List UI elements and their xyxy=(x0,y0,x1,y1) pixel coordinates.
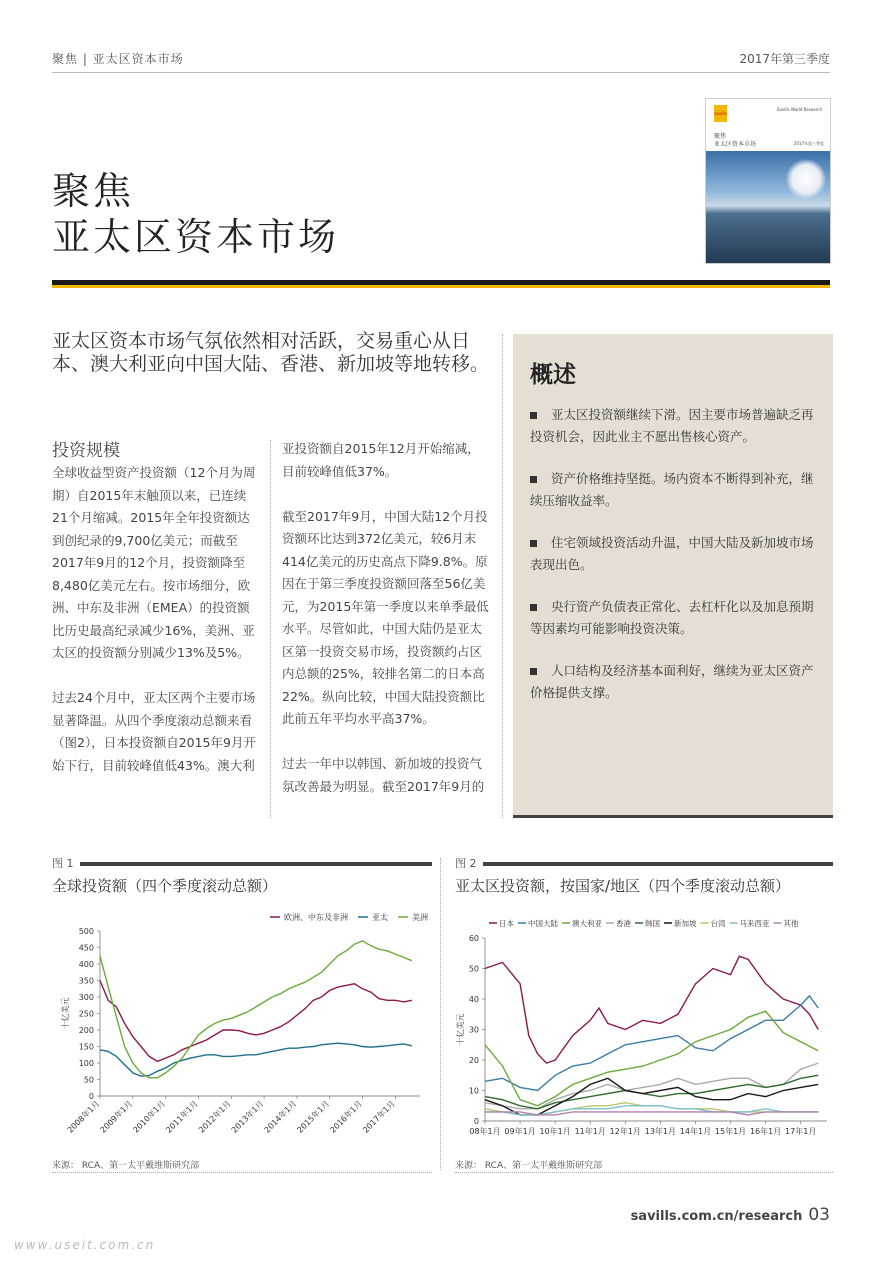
cover-series: Savills World Research xyxy=(776,107,822,112)
header-date: 2017年第三季度 xyxy=(739,52,830,66)
y-tick-label: 500 xyxy=(78,927,94,936)
cover-brand: savills xyxy=(714,111,727,116)
figure-2-chart xyxy=(455,855,833,1145)
legend-label: 马来西亚 xyxy=(739,919,770,928)
figure-2 xyxy=(455,855,833,1145)
overview-item xyxy=(530,532,820,576)
y-tick-label: 10 xyxy=(468,1086,479,1096)
series-line-其他 xyxy=(485,1112,818,1115)
y-tick-label: 200 xyxy=(78,1026,94,1035)
x-tick-label: 10年1月 xyxy=(539,1127,571,1136)
series-line-亚太 xyxy=(100,1043,412,1076)
y-tick-label: 100 xyxy=(78,1059,94,1068)
y-axis-label: 十亿美元 xyxy=(61,997,70,1030)
y-tick-label: 30 xyxy=(468,1025,479,1035)
figure-divider xyxy=(440,858,441,1170)
x-tick-label: 2013年1月 xyxy=(229,1099,266,1135)
figure-1-bottom-rule xyxy=(52,1172,432,1173)
figure-1-source: 来源： RCA、第一太平戴维斯研究部 xyxy=(52,1161,200,1171)
x-tick-label: 09年1月 xyxy=(504,1127,536,1136)
body-column-2 xyxy=(282,438,492,821)
figure-1-chart xyxy=(52,855,432,1145)
y-tick-label: 150 xyxy=(78,1042,94,1052)
y-tick-label: 50 xyxy=(83,1075,94,1085)
cover-title xyxy=(714,133,756,149)
legend-label: 新加坡 xyxy=(674,919,697,928)
page-title-line1: 聚焦 xyxy=(52,169,135,213)
x-tick-label: 17年1月 xyxy=(785,1127,817,1136)
overview-item xyxy=(530,660,820,704)
section-heading: 投资规模 xyxy=(52,441,120,461)
col1-para: 全球收益型资产投资额（12个月为周期）自2015年末触顶以来，已连续21个月缩减。2015年全年投资额达到创纪录的9,700亿美元；而截至2017年9月的12个月，投资额降至8,480亿美元左右。按市场细分，欧洲、中东及非洲（EMEA）的投资额比历史最高纪录减少16%，美洲、亚太区的投资额分别减少13%及5%。 xyxy=(52,465,256,660)
title-rule-accent xyxy=(52,285,830,288)
series-line-欧洲、中东及非洲 xyxy=(100,981,412,1062)
savills-logo xyxy=(714,105,727,122)
x-tick-label: 15年1月 xyxy=(714,1127,747,1136)
series-line-中国大陆 xyxy=(485,996,818,1091)
overview-item xyxy=(530,404,820,448)
y-tick-label: 300 xyxy=(78,993,94,1002)
bullet-icon xyxy=(530,540,537,547)
col2-para: 截至2017年9月，中国大陆12个月投资额环比达到372亿美元，较6月末414亿美元的历史高点下降9.8%。原因在于第三季度投资额回落至56亿美元，为2015年第一季度以来单季最低水平。尽管如此，中国大陆仍是亚太区第一投资交易市场，投资额约占区内总额的25%，较排名第二的日本高22%。纵向比较，中国大陆投资额比此前五年平均水平高37%。 xyxy=(282,508,489,726)
y-tick-label: 350 xyxy=(78,976,94,986)
column-divider xyxy=(270,440,271,818)
series-line-日本 xyxy=(485,956,818,1063)
bullet-icon xyxy=(530,604,537,611)
page-title xyxy=(52,168,339,260)
overview-box xyxy=(513,334,833,817)
x-tick-label: 2012年1月 xyxy=(197,1099,233,1135)
y-tick-label: 450 xyxy=(78,943,94,953)
legend-label: 中国大陆 xyxy=(528,919,558,928)
y-tick-label: 60 xyxy=(468,934,479,943)
watermark: www.useit.com.cn xyxy=(14,1238,156,1252)
header-section: 聚焦 | 亚太区资本市场 xyxy=(52,52,184,66)
overview-item xyxy=(530,596,820,640)
y-tick-label: 0 xyxy=(88,1092,94,1101)
x-tick-label: 16年1月 xyxy=(749,1127,782,1136)
series-line-马来西亚 xyxy=(485,1106,818,1115)
series-line-香港 xyxy=(485,1063,818,1109)
x-tick-label: 13年1月 xyxy=(644,1127,677,1136)
x-tick-label: 2014年1月 xyxy=(262,1099,299,1135)
col2-para: 过去一年中以韩国、新加坡的投资气氛改善最为明显。截至2017年9月的 xyxy=(282,756,485,794)
x-tick-label: 2010年1月 xyxy=(131,1099,168,1135)
legend-label: 美洲 xyxy=(412,913,428,922)
overview-item-text: 住宅领域投资活动升温，中国大陆及新加坡市场表现出色。 xyxy=(530,535,814,572)
body-column-1 xyxy=(52,462,262,800)
x-tick-label: 2011年1月 xyxy=(164,1099,200,1135)
x-tick-label: 12年1月 xyxy=(609,1127,641,1136)
figure-2-bottom-rule xyxy=(455,1172,833,1173)
footer-url[interactable]: savills.com.cn/research xyxy=(630,1209,803,1224)
col1-para: 过去24个月中，亚太区两个主要市场显著降温。从四个季度滚动总额来看（图2），日本投资额自2015年9月开始下行，目前较峰值低43%。澳大利 xyxy=(52,690,256,773)
x-tick-label: 14年1月 xyxy=(679,1127,712,1136)
report-cover-thumbnail xyxy=(705,98,831,264)
y-tick-label: 40 xyxy=(468,995,479,1004)
cover-title-1: 聚焦 xyxy=(714,133,727,140)
col2-para: 亚投资额自2015年12月开始缩减，目前较峰值低37%。 xyxy=(282,441,480,479)
overview-item-text: 人口结构及经济基本面利好，继续为亚太区资产价格提供支撑。 xyxy=(530,663,814,700)
y-axis-label: 十亿美元 xyxy=(456,1013,465,1046)
x-tick-label: 08年1月 xyxy=(469,1127,501,1136)
legend-label: 亚太 xyxy=(372,913,388,922)
y-tick-label: 0 xyxy=(473,1117,479,1126)
x-tick-label: 2015年1月 xyxy=(295,1099,332,1135)
overview-item-text: 资产价格维持坚挺。场内资本不断得到补充，继续压缩收益率。 xyxy=(530,471,814,508)
figure-1 xyxy=(52,855,432,1145)
figure-1-title: 全球投资额（四个季度滚动总额） xyxy=(52,877,278,895)
legend-label: 澳大利亚 xyxy=(572,919,602,928)
series-line-美洲 xyxy=(100,941,412,1078)
column-divider xyxy=(502,334,503,818)
overview-item-text: 央行资产负债表正常化、去杠杆化以及加息预期等因素均可能影响投资决策。 xyxy=(530,599,814,636)
x-tick-label: 2016年1月 xyxy=(328,1099,364,1135)
page-number: 03 xyxy=(808,1205,830,1225)
page-title-line2: 亚太区资本市场 xyxy=(52,215,340,259)
cover-cloud xyxy=(786,159,826,199)
bullet-icon xyxy=(530,412,537,419)
header-divider xyxy=(52,72,830,73)
footer xyxy=(631,1205,830,1225)
legend-label: 欧洲、中东及非洲 xyxy=(284,913,348,922)
figure-1-label: 图 1 xyxy=(52,855,80,871)
y-tick-label: 50 xyxy=(468,964,479,974)
legend-label: 香港 xyxy=(616,919,631,928)
lead-paragraph: 亚太区资本市场气氛依然相对活跃，交易重心从日本、澳大利亚向中国大陆、香港、新加坡等地转移。 xyxy=(52,330,490,375)
overview-box-rule xyxy=(513,815,833,818)
figure-2-label: 图 2 xyxy=(455,855,483,871)
cover-date: 2017年第三季度 xyxy=(793,141,824,146)
legend-label: 日本 xyxy=(499,919,514,928)
x-tick-label: 2009年1月 xyxy=(98,1099,135,1135)
overview-item xyxy=(530,468,820,512)
cover-title-2: 亚太区资本市场 xyxy=(714,141,757,148)
y-tick-label: 400 xyxy=(78,960,94,969)
overview-list xyxy=(530,404,820,724)
x-tick-label: 2017年1月 xyxy=(361,1099,397,1135)
legend-label: 其他 xyxy=(783,919,799,928)
y-tick-label: 20 xyxy=(468,1056,479,1065)
figure-2-title: 亚太区投资额，按国家/地区（四个季度滚动总额） xyxy=(455,877,791,895)
legend-label: 韩国 xyxy=(645,919,660,928)
figure-2-source: 来源： RCA、第一太平戴维斯研究部 xyxy=(455,1161,603,1171)
x-tick-label: 11年1月 xyxy=(574,1127,606,1136)
bullet-icon xyxy=(530,476,537,483)
legend-label: 台湾 xyxy=(710,919,726,928)
bullet-icon xyxy=(530,668,537,675)
x-tick-label: 2008年1月 xyxy=(65,1099,102,1135)
y-tick-label: 250 xyxy=(78,1009,94,1019)
overview-item-text: 亚太区投资额继续下滑。因主要市场普遍缺乏再投资机会，因此业主不愿出售核心资产。 xyxy=(530,407,814,444)
overview-heading: 概述 xyxy=(530,362,576,388)
